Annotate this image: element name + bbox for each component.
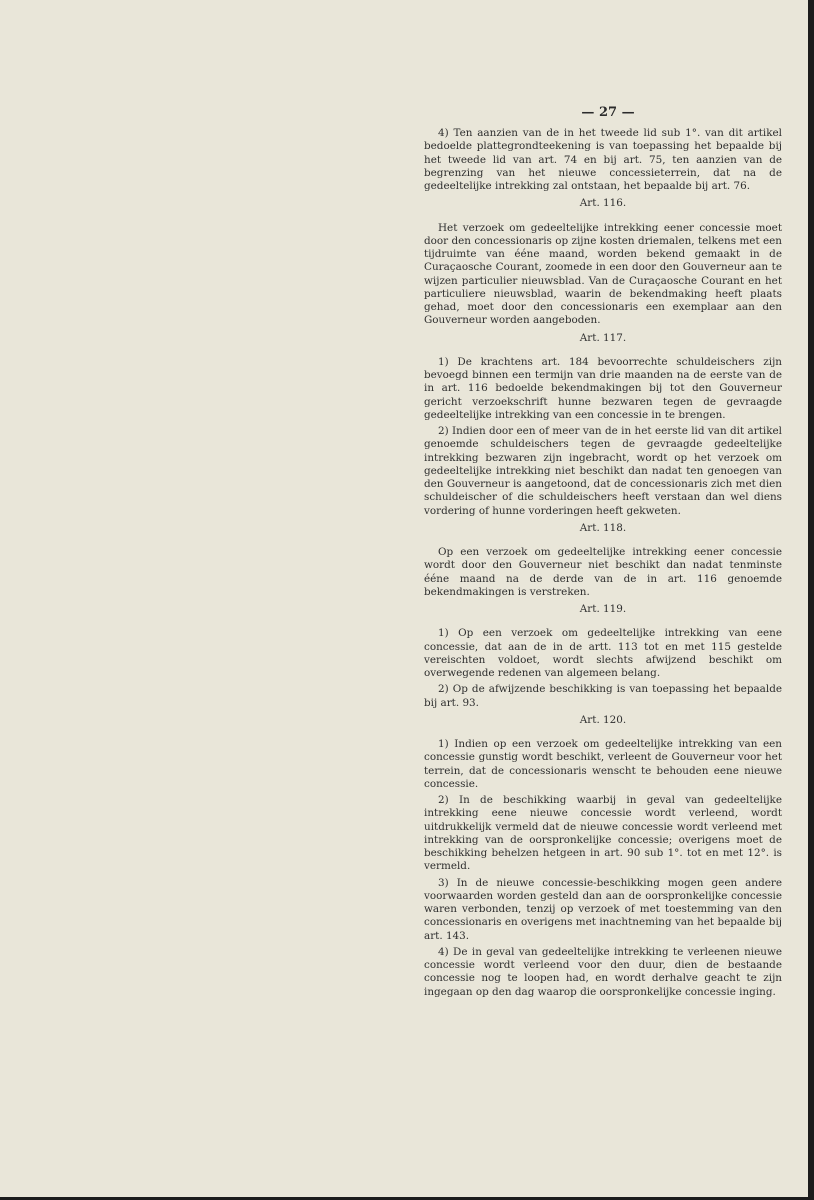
article-118 <box>424 522 782 599</box>
article-paragraph: 1) De krachtens art. 184 bevoorrechte schuldeischers zijn bevoegd binnen een termijn van drie maanden na de eerste van de in art. 116 bedoelde bekendmakingen bij tot den Gouverneur gericht verzoekschrift hunne bezwaren tegen de gevraagde gedeeltelijke intrekking van een concessie in te brengen. <box>424 355 782 421</box>
article-117 <box>424 332 782 518</box>
article-heading: Art. 116. <box>579 197 627 210</box>
article-120 <box>424 714 782 999</box>
article-heading: Art. 118. <box>579 521 627 534</box>
article-119 <box>424 603 782 710</box>
article-paragraph: 2) In de beschikking waarbij in geval van gedeeltelijke intrekking eene nieuwe concessie wordt verleend, wordt uitdrukkelijk vermeld dat de nieuwe concessie wordt verleend met intrekking van de oorspronkelijke concessie; overigens moet de beschikking behelzen hetgeen in art. 90 sub 1°. tot en met 12°. is vermeld. <box>424 794 782 873</box>
article-paragraph: 1) Indien op een verzoek om gedeeltelijke intrekking van een concessie gunstig wordt beschikt, verleent de Gouverneur voor het terrein, dat de concessionaris wenscht te behouden eene nieuwe concessie. <box>424 738 782 790</box>
page-number: — 27 — <box>581 105 635 120</box>
intro-paragraph: 4) Ten aanzien van de in het tweede lid sub 1°. van dit artikel bedoelde plattegrondteekening is van toepassing het bepaalde bij het tweede lid van art. 74 en bij art. 75, ten aanzien van de begrenzing van het nieuwe concessieterrein, dat na de gedeeltelijke intrekking zal ontstaan, het bepaalde bij art. 76. <box>424 127 782 192</box>
article-heading: Art. 117. <box>579 331 627 344</box>
scan-edge-right <box>808 0 814 1200</box>
article-paragraph: 3) In de nieuwe concessie-beschikking mogen geen andere voorwaarden worden gesteld dan aan de oorspronkelijke concessie waren verbonden, tenzij op verzoek of met toestemming van den concessionaris en overigens met inachtneming van het bepaalde bij art. 143. <box>424 876 782 942</box>
article-paragraph: 2) Op de afwijzende beschikking is van toepassing het bepaalde bij art. 93. <box>424 683 782 709</box>
article-heading: Art. 120. <box>579 713 627 726</box>
article-paragraph: 4) De in geval van gedeeltelijke intrekking te verleenen nieuwe concessie wordt verleend voor den duur, dien de bestaande concessie nog te loopen had, en wordt derhalve geacht te zijn ingegaan op den dag waarop die oorspronkelijke concessie inging. <box>424 945 782 998</box>
article-paragraph: 1) Op een verzoek om gedeeltelijke intrekking van eene concessie, dat aan de in de artt. 113 tot en met 115 gestelde vereischten voldoet, wordt slechts afwijzend beschikt om overwegende redenen van algemeen belang. <box>424 627 782 679</box>
article-heading: Art. 119. <box>579 603 627 615</box>
article-paragraph: 2) Indien door een of meer van de in het eerste lid van dit artikel genoemde schuldeischers tegen de gevraagde gedeeltelijke intrekking bezwaren zijn ingebracht, wordt op het verzoek om gedeeltelijke intrekking niet beschikt dan nadat ten genoegen van den Gouverneur is aangetoond, dat de concessionaris zich met dien schuldeischer of die schuldeischers heeft verstaan dan wel diens vordering of hunne vorderingen heeft gekweten. <box>424 425 782 517</box>
body-text <box>424 127 782 1002</box>
article-paragraph: Het verzoek om gedeeltelijke intrekking eener concessie moet door den concessionaris op zijne kosten driemalen, telkens met een tijdruimte van ééne maand, worden bekend gemaakt in de Curaçaosche Courant, zoomede in een door den Gouverneur aan te wijzen particulier nieuwsblad. Van de Curaçaosche Courant en het particuliere nieuwsblad, waarin de bekendmaking heeft plaats gehad, moet door den concessionaris een exemplaar aan den Gouverneur worden aangeboden. <box>424 221 782 327</box>
article-paragraph: Op een verzoek om gedeeltelijke intrekking eener concessie wordt door den Gouverneur niet beschikt dan nadat tenminste ééne maand na de derde van de in art. 116 genoemde bekendmakingen is verstreken. <box>424 546 782 598</box>
article-116 <box>424 197 782 327</box>
